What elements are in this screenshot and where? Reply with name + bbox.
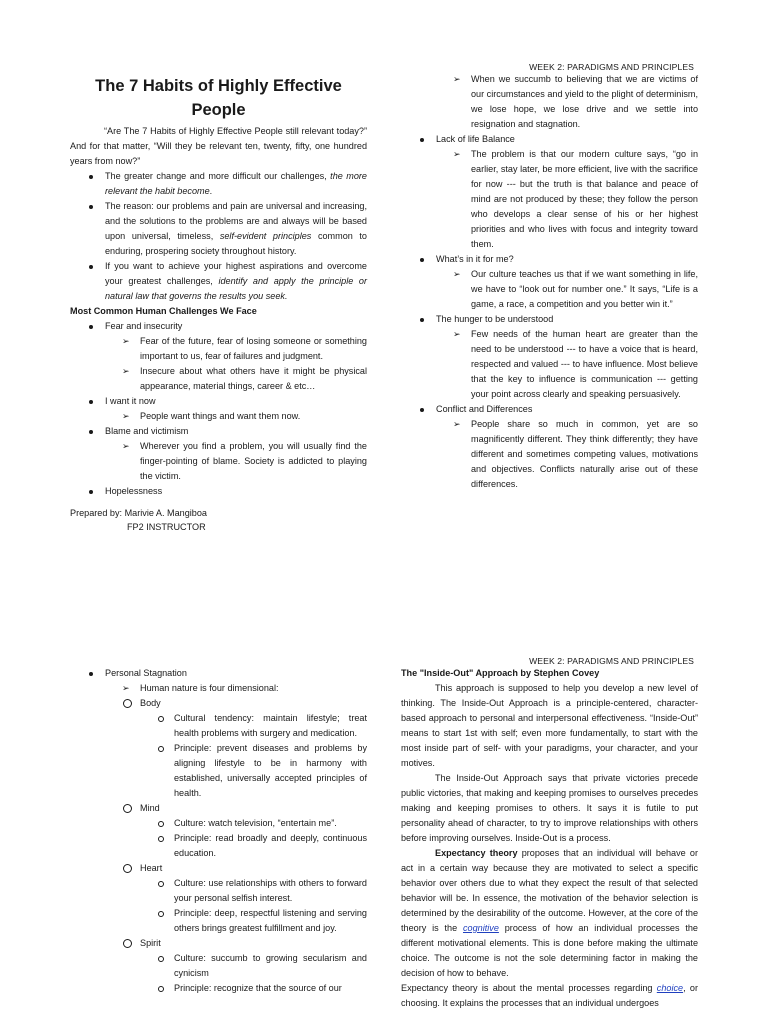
hollow-bullet-icon	[158, 741, 164, 757]
instructor-title: FP2 INSTRUCTOR	[127, 522, 206, 532]
challenge-list	[70, 319, 367, 499]
term: Expectancy theory	[435, 848, 518, 858]
section-heading: The "Inside-Out" Approach by Stephen Covey	[401, 668, 600, 678]
hollow-bullet-icon	[158, 906, 164, 922]
list-item: Principle: prevent diseases and problems by aligning lifestyle to be in harmony with established, universally accepted principles of health.	[70, 741, 367, 801]
list-item: Hopelessness	[70, 484, 367, 499]
stagnation-list	[70, 666, 367, 996]
bullet-icon	[89, 394, 93, 409]
list-item: Heart	[70, 861, 367, 876]
bullet-icon	[89, 199, 93, 214]
list-item: Body	[70, 696, 367, 711]
page-header: WEEK 2: PARADIGMS AND PRINCIPLES	[529, 656, 694, 666]
page-header: WEEK 2: PARADIGMS AND PRINCIPLES	[529, 62, 694, 72]
list-item: Principle: read broadly and deeply, continuous education.	[70, 831, 367, 861]
paragraph: This approach is supposed to help you develop a new level of thinking. The Inside-Out Approach is a principle-centered, character-based approach to personal and interpersonal effectiveness. “Inside-Out” means to start 1st with self; even more fundamentally, to start with the most inside part of self- with your paradigms, your character, and your motives.	[401, 683, 698, 768]
list-item: Principle: deep, respectful listening and serving others brings greatest fulfillment and joy.	[70, 906, 367, 936]
list-item: Mind	[70, 801, 367, 816]
list-item: Blame and victimism	[70, 424, 367, 439]
choice-link[interactable]: choice	[656, 983, 684, 993]
list-item: Culture: watch television, “entertain me”.	[70, 816, 367, 831]
bullet-icon	[89, 424, 93, 439]
arrow-bullet-icon: ➢	[453, 74, 461, 84]
list-item: The greater change and more difficult our challenges, the more relevant the habit become.	[70, 169, 367, 199]
list-item: Fear and insecurity	[70, 319, 367, 334]
arrow-bullet-icon: ➢	[453, 419, 461, 429]
paragraph: Expectancy theory proposes that an individual will behave or act in a certain way because they are motivated to select a specific behavior over others due to what they expect the result of that selected behavior will be. In essence, the motivation of the behavior selection is determined by the desirability of the outcome. However, at the core of the theory is the cognitive process of how an individual processes the different motivational elements. This is done before making the ultimate choice. The outcome is not the sole determining factor in making the decision of how to behave.	[401, 848, 698, 978]
paragraph: The Inside-Out Approach says that private victories precede public victories, that making and keeping promises to ourselves precedes making and keeping promises to others. It says it is futile to put personality ahead of character, to try to improve relationships with others before improving ourselves. Inside-Out is a process.	[401, 773, 698, 843]
paragraph: Expectancy theory is about the mental processes regarding choice, or choosing. It explains the processes that an individual undergoes	[401, 983, 699, 1008]
hollow-bullet-icon	[158, 981, 164, 997]
hollow-bullet-icon	[158, 951, 164, 967]
list-item: Spirit	[70, 936, 367, 951]
list-item: ➢ Insecure about what others have it might be physical appearance, material things, career & etc…	[122, 366, 367, 391]
document-page-2	[0, 512, 768, 1024]
intro-paragraph: “Are The 7 Habits of Highly Effective People still relevant today?” And for that matter, “Will they be relevant ten, twenty, fifty, one hundred years from now?”	[70, 126, 367, 166]
list-item: Culture: use relationships with others to forward your personal selfish interest.	[70, 876, 367, 906]
list-item: ➢ Wherever you find a problem, you will usually find the finger-pointing of blame. Society is addicted to playing the victim.	[122, 441, 367, 481]
arrow-bullet-icon: ➢	[122, 441, 130, 451]
bullet-icon	[89, 666, 93, 681]
right-column	[401, 666, 698, 1011]
arrow-bullet-icon: ➢	[122, 683, 130, 693]
list-item: I want it now	[70, 394, 367, 409]
arrow-bullet-icon: ➢	[453, 329, 461, 339]
left-column	[70, 666, 367, 996]
prepared-by: Prepared by: Marivie A. Mangiboa	[70, 508, 207, 518]
hollow-bullet-icon	[158, 876, 164, 892]
right-column	[401, 72, 698, 492]
list-item: ➢ People want things and want them now.	[70, 409, 367, 424]
list-item: ➢ Human nature is four dimensional:	[70, 681, 367, 696]
list-item: ➢ People share so much in common, yet are so magnificently different. They think differently; they have different and sometimes competing values, motivations and objectives. Conflicts naturally arise out of these differences.	[453, 419, 698, 489]
left-column	[70, 74, 367, 533]
list-item: Principle: recognize that the source of our	[70, 981, 367, 996]
hollow-bullet-icon	[158, 831, 164, 847]
list-item: Culture: succumb to growing secularism and cynicism	[70, 951, 367, 981]
list-item: Personal Stagnation	[70, 666, 367, 681]
list-item: ➢ When we succumb to believing that we are victims of our circumstances and yield to the plight of determinism, we lose hope, we lose drive and we settle into resignation and stagnation.	[453, 74, 698, 129]
bullet-icon	[89, 169, 93, 184]
list-item: ➢ Few needs of the human heart are greater than the need to be understood --- to have a voice that is heard, respected and valued --- to have influence. Most believe that the key to influence is communication --- getting your point across clearly and speaking persuasively.	[453, 329, 698, 399]
arrow-bullet-icon: ➢	[453, 149, 461, 159]
arrow-bullet-icon: ➢	[122, 366, 130, 376]
list-item: Cultural tendency: maintain lifestyle; treat health problems with surgery and medication.	[70, 711, 367, 741]
challenge-list-continued	[401, 72, 698, 492]
list-item: Conflict and Differences	[401, 402, 698, 417]
list-item: What’s in it for me?	[401, 252, 698, 267]
bullet-icon	[89, 484, 93, 499]
intro-bullet-list	[70, 169, 367, 304]
arrow-bullet-icon: ➢	[122, 411, 130, 421]
list-item: If you want to achieve your highest aspirations and overcome your greatest challenges, identify and apply the principle or natural law that governs the results you seek.	[70, 259, 367, 304]
bullet-icon	[420, 312, 424, 327]
list-item: The reason: our problems and pain are universal and increasing, and the solutions to the problems are and always will be based upon universal, timeless, self-evident principles common to enduring, prospering society throughout history.	[70, 199, 367, 259]
bullet-icon	[89, 259, 93, 274]
bullet-icon	[89, 319, 93, 334]
cognitive-link[interactable]: cognitive	[463, 923, 499, 933]
arrow-bullet-icon: ➢	[122, 336, 130, 346]
list-item: ➢ Fear of the future, fear of losing someone or something important to us, fear of failures and judgment.	[122, 336, 367, 361]
list-item: The hunger to be understood	[401, 312, 698, 327]
list-item: ➢ Our culture teaches us that if we want something in life, we have to “look out for number one.” It says, “Life is a game, a race, a competition and you better win it.”	[453, 269, 698, 309]
list-item: ➢ The problem is that our modern culture says, “go in earlier, stay later, be more efficient, live with the sacrifice for now --- but the truth is that balance and peace of mind are not produced by these; they follow the person who develops a clear sense of his or her highest priorities and who lives with focus and integrity toward them.	[453, 149, 698, 249]
list-item: Lack of life Balance	[401, 132, 698, 147]
bullet-icon	[420, 252, 424, 267]
arrow-bullet-icon: ➢	[453, 269, 461, 279]
section-heading: Most Common Human Challenges We Face	[70, 306, 257, 316]
bullet-icon	[420, 132, 424, 147]
bullet-icon	[420, 402, 424, 417]
hollow-bullet-icon	[158, 711, 164, 727]
hollow-bullet-icon	[158, 816, 164, 832]
document-title: The 7 Habits of Highly Effective People	[95, 77, 342, 119]
